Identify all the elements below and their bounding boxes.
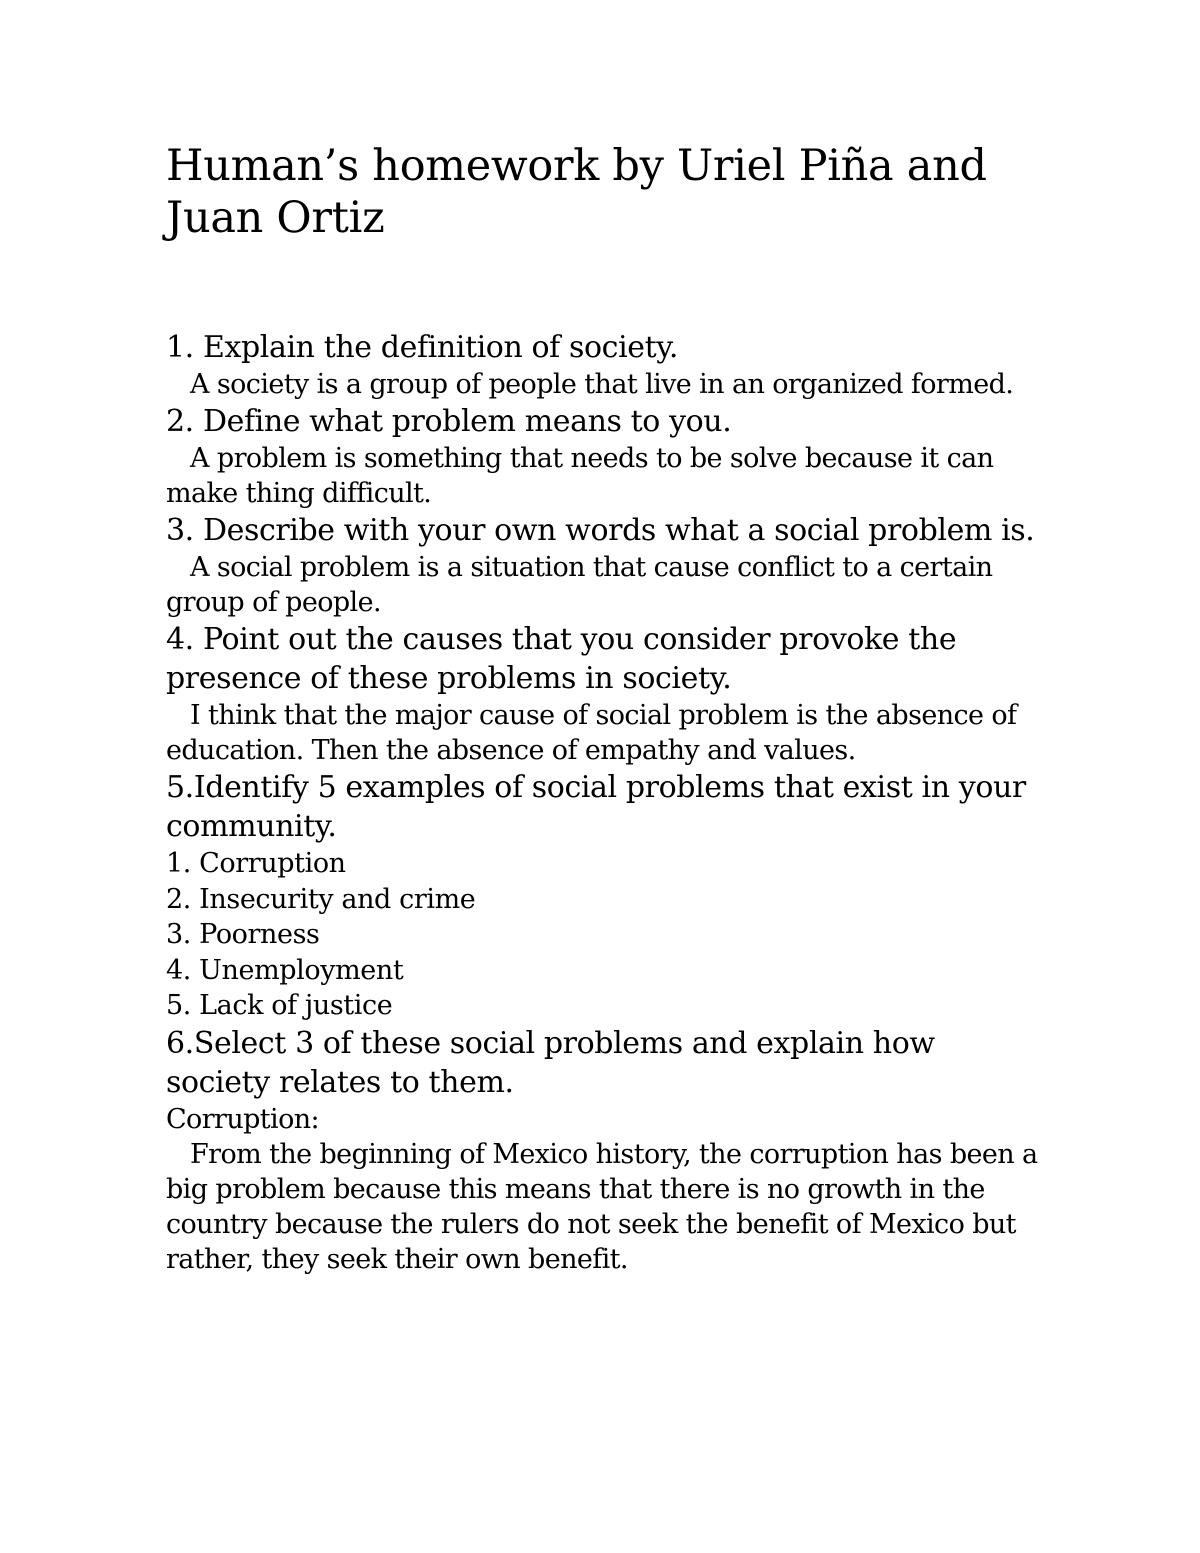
question-1: 1. Explain the definition of society. — [166, 330, 678, 365]
question-6: 6.Select 3 of these social problems and explain how society relates to them. — [166, 1025, 935, 1100]
list-item: 4. Unemployment — [166, 954, 404, 986]
corruption-paragraph: From the beginning of Mexico history, the corruption has been a big problem because this means that there is no growth in the country because the rulers do not seek the benefit of Mexico but rather, they seek their own benefit. — [166, 1138, 1038, 1275]
list-item: 5. Lack of justice — [166, 990, 393, 1021]
question-4: 4. Point out the causes that you consider provoke the presence of these problems in society. — [166, 622, 957, 696]
document-body — [166, 328, 1046, 1277]
document-title: Human’s homework by Uriel Piña and Juan Ortiz — [166, 141, 987, 243]
question-3: 3. Describe with your own words what a social problem is. — [166, 513, 1035, 548]
answer-1: A society is a group of people that live in an organized formed. — [190, 369, 1014, 400]
question-5: 5.Identify 5 examples of social problems that exist in your community. — [166, 770, 1026, 844]
answer-3: A social problem is a situation that cause conflict to a certain group of people. — [166, 552, 993, 618]
corruption-heading: Corruption: — [166, 1103, 320, 1135]
list-item: 2. Insecurity and crime — [166, 883, 476, 915]
examples-list — [166, 846, 1046, 1024]
answer-2: A problem is something that needs to be solve because it can make thing difficult. — [166, 443, 994, 509]
list-item: 1. Corruption — [166, 848, 346, 879]
list-item: 3. Poorness — [166, 919, 320, 950]
question-2: 2. Define what problem means to you. — [166, 404, 732, 439]
answer-4: I think that the major cause of social problem is the absence of education. Then the absence of empathy and values. — [166, 700, 1017, 766]
